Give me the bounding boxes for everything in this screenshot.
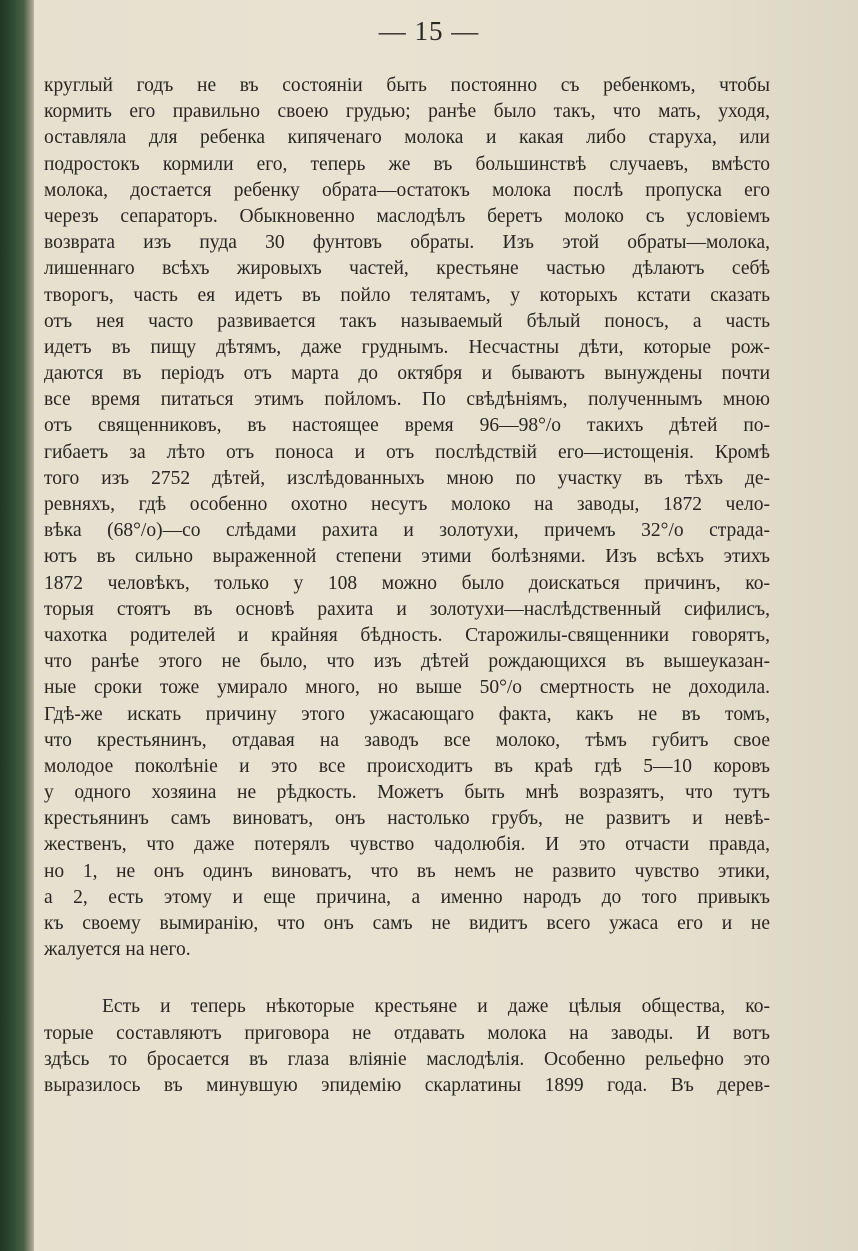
text-line: вѣка (68°/o)—со слѣдами рахита и золотухи, причемъ 32°/o страда-	[44, 520, 770, 542]
paragraph-gap	[44, 963, 770, 994]
text-line: выразилось въ минувшую эпидемiю скарлатины 1899 года. Въ дерев-	[44, 1074, 770, 1096]
paragraph-1	[44, 73, 770, 963]
text-line: гибаетъ за лѣто отъ поноса и отъ послѣдствiй его—истощенiя. Кромѣ	[44, 441, 770, 463]
text-line: торыя стоятъ въ основѣ рахита и золотухи—наслѣдственный сифилисъ,	[44, 598, 770, 620]
text-line: крестьянинъ самъ виноватъ, онъ настолько грубъ, не развитъ и невѣ-	[44, 808, 770, 830]
text-line: кормить его правильно своею грудью; ранѣе было такъ, что мать, уходя,	[44, 101, 770, 123]
text-line: ревняхъ, гдѣ особенно охотно несутъ молоко на заводы, 1872 чело-	[44, 494, 770, 515]
text-line: возврата изъ пуда 30 фунтовъ обраты. Изъ этой обраты—молока,	[44, 232, 770, 254]
text-line: творогъ, часть ея идетъ въ пойло телятамъ, у которыхъ кстати сказать	[44, 284, 770, 306]
text-line: молока, достается ребенку обрата—остатокъ молока послѣ пропуска его	[44, 179, 770, 201]
paragraph-2	[44, 994, 770, 1099]
text-line: Есть и теперь нѣкоторые крестьяне и даже цѣлыя общества, ко-	[102, 996, 770, 1018]
text-line: все время питаться этимъ пойломъ. По свѣдѣнiямъ, полученнымъ мною	[44, 389, 770, 411]
text-block	[44, 73, 770, 1099]
text-line: идетъ въ пищу дѣтямъ, даже груднымъ. Несчастны дѣти, которые рож-	[44, 336, 770, 358]
book-spine	[0, 0, 34, 1251]
text-line: черезъ сепараторъ. Обыкновенно маслодѣлъ беретъ молоко съ условiемъ	[44, 205, 770, 227]
text-line: но 1, не онъ одинъ виноватъ, что въ немъ не развито чувство этики,	[44, 860, 770, 882]
text-line: Гдѣ-же искать причину этого ужасающаго факта, какъ не въ томъ,	[44, 703, 770, 725]
text-line: того изъ 2752 дѣтей, изслѣдованныхъ мною по участку въ тѣхъ де-	[44, 467, 770, 489]
text-line: чахотка родителей и крайняя бѣдность. Старожилы-священники говорятъ,	[44, 624, 770, 646]
text-line: ные сроки тоже умирало много, но выше 50°/o смертность не доходила.	[44, 677, 770, 699]
text-line: что ранѣе этого не было, что изъ дѣтей рождающихся въ вышеуказан-	[44, 651, 770, 673]
text-line: 1872 человѣкъ, только у 108 можно было доискаться причинъ, ко-	[44, 572, 770, 594]
text-line: жественъ, что даже потерялъ чувство чадолюбiя. И это отчасти правда,	[44, 834, 770, 856]
text-line: оставляла для ребенка кипяченаго молока и какая либо старуха, или	[44, 127, 770, 149]
text-line: молодое поколѣнiе и это все происходитъ въ краѣ гдѣ 5—10 коровъ	[44, 755, 770, 777]
text-line: здѣсь то бросается въ глаза влiянiе маслодѣлiя. Особенно рельефно это	[44, 1048, 770, 1070]
text-line: даются въ перiодъ отъ марта до октября и бываютъ вынуждены почти	[44, 363, 770, 385]
text-line: къ своему вымиранiю, что онъ самъ не видитъ всего ужаса его и не	[44, 913, 770, 934]
text-line: отъ нея часто развивается такъ называемый бѣлый поносъ, а часть	[44, 310, 770, 332]
text-line: а 2, есть этому и еще причина, а именно народъ до того привыкъ	[44, 886, 770, 908]
page-number: — 15 —	[378, 16, 480, 46]
text-line: лишеннаго всѣхъ жировыхъ частей, крестьяне частью дѣлаютъ себѣ	[44, 258, 770, 280]
text-line: подростокъ кормили его, теперь же въ большинствѣ случаевъ, вмѣсто	[44, 153, 770, 175]
text-line: отъ священниковъ, въ настоящее время 96—98°/o такихъ дѣтей по-	[44, 415, 770, 437]
text-line: круглый годъ не въ состоянiи быть постоянно съ ребенкомъ, чтобы	[44, 75, 770, 96]
text-line: ютъ въ сильно выраженной степени этими болѣзнями. Изъ всѣхъ этихъ	[44, 546, 770, 568]
text-line: жалуется на него.	[44, 939, 191, 961]
text-line: торые составляютъ приговора не отдавать молока на заводы. И вотъ	[44, 1022, 770, 1044]
text-line: что крестьянинъ, отдавая на заводъ все молоко, тѣмъ губитъ свое	[44, 729, 770, 751]
text-line: у одного хозяина не рѣдкость. Можетъ быть мнѣ возразятъ, что тутъ	[44, 782, 770, 804]
